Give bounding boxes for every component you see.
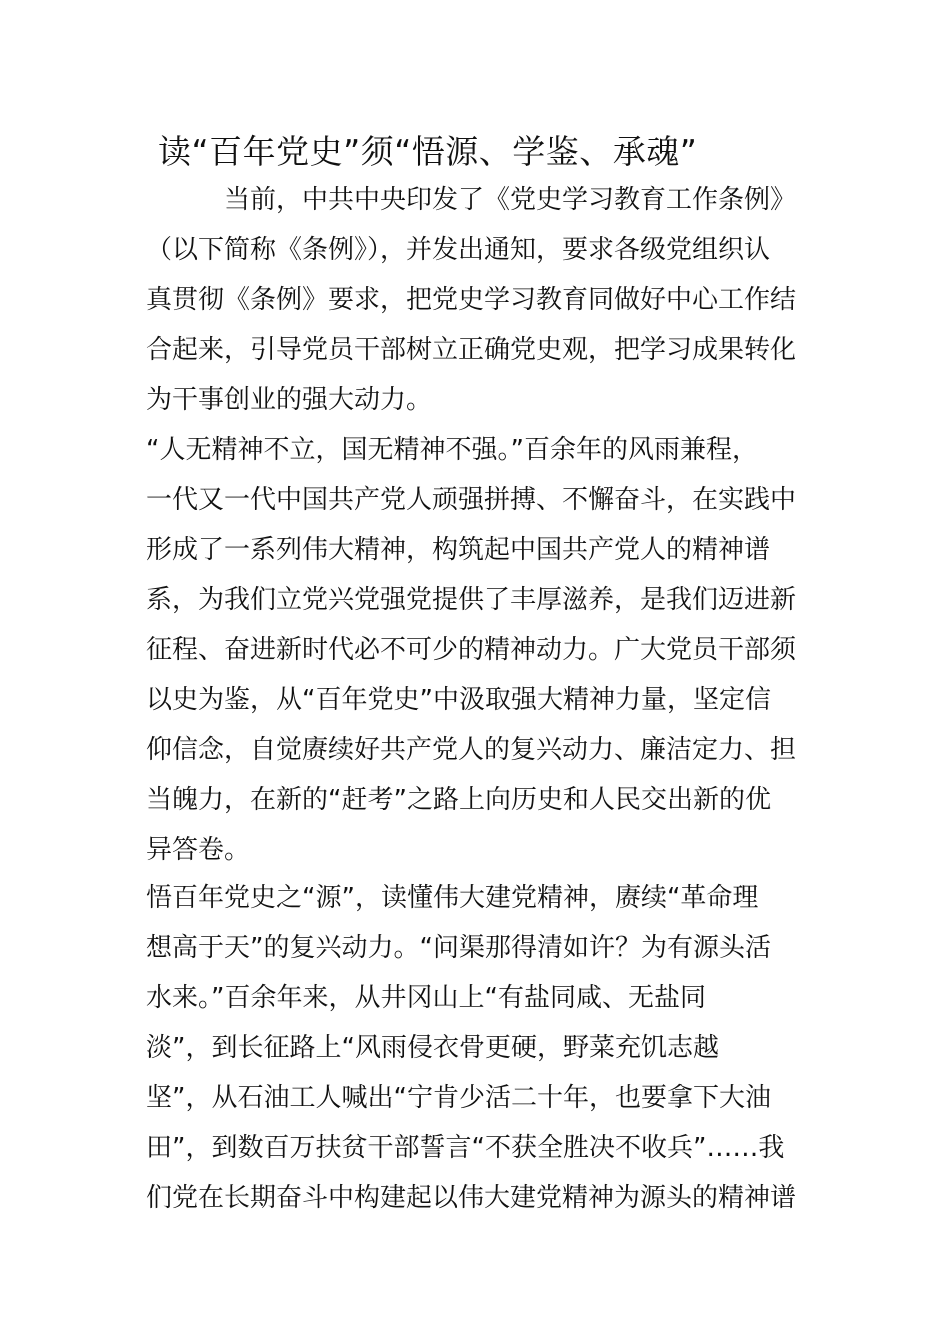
body-line: 田”，到数百万扶贫干部誓言“不获全胜决不收兵”……我 [146, 1133, 785, 1163]
body-line: 想高于天”的复兴动力。“问渠那得清如许？为有源头活 [146, 933, 771, 963]
body-line: 坚”，从石油工人喊出“宁肯少活二十年，也要拿下大油 [146, 1083, 771, 1113]
body-line: 当前，中共中央印发了《党史学习教育工作条例》 [146, 185, 797, 215]
body-line: “人无精神不立，国无精神不强。”百余年的风雨兼程， [146, 435, 758, 465]
body-line: 异答卷。 [146, 835, 251, 865]
body-line: 合起来，引导党员干部树立正确党史观，把学习成果转化 [146, 335, 797, 365]
body-line: 们党在长期奋斗中构建起以伟大建党精神为源头的精神谱 [146, 1183, 797, 1213]
body-line: 仰信念，自觉赓续好共产党人的复兴动力、廉洁定力、担 [146, 735, 797, 765]
body-line: （以下简称《条例》），并发出通知，要求各级党组织认 [146, 235, 771, 265]
body-line: 水来。”百余年来，从井冈山上“有盐同咸、无盐同 [146, 983, 706, 1013]
body-line: 系，为我们立党兴党强党提供了丰厚滋养，是我们迈进新 [146, 585, 797, 615]
body-line: 一代又一代中国共产党人顽强拼搏、不懈奋斗，在实践中 [146, 485, 797, 515]
body-line: 征程、奋进新时代必不可少的精神动力。广大党员干部须 [146, 635, 797, 665]
body-line: 以史为鉴，从“百年党史”中汲取强大精神力量，坚定信 [146, 685, 771, 715]
body-line: 为干事创业的强大动力。 [146, 385, 433, 415]
body-line: 淡”，到长征路上“风雨侵衣骨更硬，野菜充饥志越 [146, 1033, 719, 1063]
body-line: 当魄力，在新的“赶考”之路上向历史和人民交出新的优 [146, 785, 771, 815]
body-line: 形成了一系列伟大精神，构筑起中国共产党人的精神谱 [146, 535, 771, 565]
body-line: 悟百年党史之“源”，读懂伟大建党精神，赓续“革命理 [146, 883, 759, 913]
body-line: 真贯彻《条例》要求，把党史学习教育同做好中心工作结 [146, 285, 797, 315]
document-title: 读“百年党史”须“悟源、学鉴、承魂” [158, 132, 698, 171]
